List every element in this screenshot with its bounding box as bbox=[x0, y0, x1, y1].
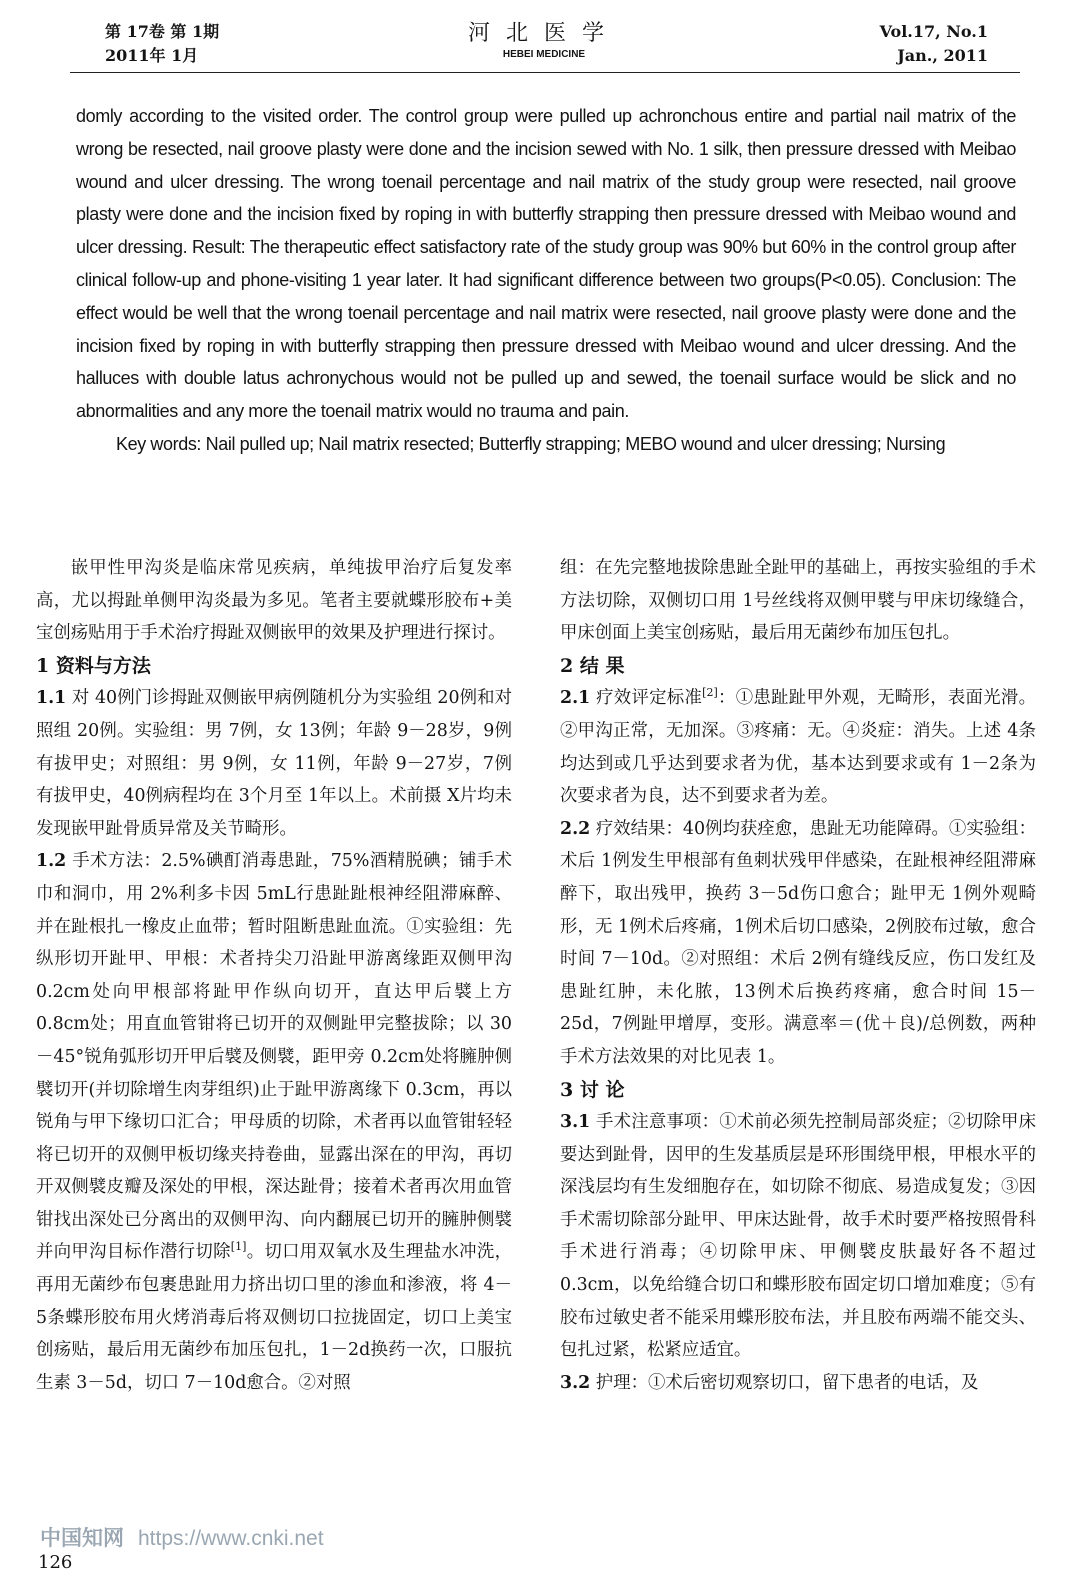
section-3-2 bbox=[560, 1367, 1036, 1400]
section-1-1-number: 1.1 bbox=[36, 688, 67, 709]
intro-paragraph: 嵌甲性甲沟炎是临床常见疾病，单纯拔甲治疗后复发率高，尤以拇趾单侧甲沟炎最为多见。笔者主要就蝶形胶布+美宝创疡贴用于手术治疗拇趾双侧嵌甲的效果及护理进行探讨。 bbox=[36, 558, 512, 644]
section-1-1 bbox=[36, 682, 512, 845]
journal-volume-info-en bbox=[880, 20, 988, 68]
section-1-2-number: 1.2 bbox=[36, 851, 67, 872]
volume-issue: 第 17卷 第 1期 bbox=[105, 22, 220, 41]
reference-1: [1] bbox=[230, 1240, 247, 1254]
watermark-url: https://www.cnki.net bbox=[138, 1527, 324, 1550]
section-2-2-text: 疗效结果：40例均获痊愈，患趾无功能障碍。①实验组：术后 1例发生甲根部有鱼刺状残甲伴感染，在趾根神经阻滞麻醉下，取出残甲，换药 3－5d伤口愈合；趾甲无 1例外观畸形，无 1例术后疼痛，1例术后切口感染，2例胶布过敏，愈合时间 7－10d。②对照组：术后 2例有缝线反应，伤口发红及患趾红肿，未化脓，13例术后换药疼痛，愈合时间 15－25d，7例趾甲增厚，变形。满意率＝(优＋良)/总例数，两种手术方法效果的对比见表 1。 bbox=[560, 818, 1036, 1067]
section-1-2 bbox=[36, 845, 512, 1399]
section-1-2-text: 手术方法：2.5%碘酊消毒患趾，75%酒精脱碘；铺手术巾和洞巾，用 2%利多卡因 5mL行患趾趾根神经阻滞麻醉、并在趾根扎一橡皮止血带；暂时阻断患趾血流。①实验组：先纵形切开趾甲、甲根：术者持尖刀沿趾甲游离缘距双侧甲沟 0.2cm处向甲根部将趾甲作纵向切开，直达甲后襞上方 0.8cm处；用直血管钳将已切开的双侧趾甲完整拔除；以 30－45°锐角弧形切开甲后襞及侧襞，距甲旁 0.2cm处将臃肿侧襞切开(并切除增生肉芽组织)止于趾甲游离缘下 0.3cm，再以锐角与甲下缘切口汇合；甲母质的切除，术者再以血管钳轻轻将已切开的双侧甲板切缘夹持卷曲，显露出深在的甲沟，再切开双侧襞皮瓣及深处的甲根，深达趾骨；接着术者再次用血管钳找出深处已分离出的双侧甲沟、向内翻展已切开的臃肿侧襞并向甲沟目标作潜行切除 bbox=[36, 851, 512, 1263]
left-column bbox=[36, 552, 512, 1399]
reference-2: [2] bbox=[702, 686, 718, 700]
section-3-heading: 3 讨 论 bbox=[560, 1078, 625, 1101]
english-abstract bbox=[76, 100, 1016, 461]
watermark-cn: 中国知网 bbox=[40, 1527, 124, 1550]
publication-date: 2011年 1月 bbox=[105, 46, 199, 65]
section-2-1-number: 2.1 bbox=[560, 688, 591, 709]
header-rule bbox=[70, 72, 1020, 73]
section-2-2-number: 2.2 bbox=[560, 818, 591, 839]
section-2-2 bbox=[560, 813, 1036, 1074]
journal-title: 河北医学 bbox=[467, 21, 620, 46]
control-group-paragraph: 组：在先完整地拔除患趾全趾甲的基础上，再按实验组的手术方法切除，双侧切口用 1号丝线将双侧甲襞与甲床切缘缝合，甲床创面上美宝创疡贴，最后用无菌纱布加压包扎。 bbox=[560, 558, 1036, 644]
section-2-1-text-cont: ：①患趾趾甲外观，无畸形，表面光滑。②甲沟正常，无加深。③疼痛：无。④炎症：消失。上述 4条均达到或几乎达到要求者为优，基本达到要求或有 1－2条为次要求者为良，达不到要求者为差。 bbox=[560, 688, 1036, 807]
volume-issue-en: Vol.17, No.1 bbox=[879, 22, 988, 41]
section-1-2-text-cont: 。切口用双氧水及生理盐水冲洗，再用无菌纱布包裹患趾用力挤出切口里的渗血和渗液，将 4－5条蝶形胶布用火烤消毒后将双侧切口拉拢固定，切口上美宝创疡贴，最后用无菌纱布加压包扎，1－2d换药一次，口服抗生素 3－5d，切口 7－10d愈合。②对照 bbox=[36, 1242, 512, 1393]
abstract-text: domly according to the visited order. The control group were pulled up achronchous entire and partial nail matrix of the wrong be resected, nail groove plasty were done and the incision sewed with No. 1 silk, then pressure dressed with Meibao wound and ulcer dressing. The wrong toenail percentage and nail matrix of the study group were resected, nail groove plasty were done and the incision fixed by roping in with butterfly strapping then pressure dressed with Meibao wound and ulcer dressing. Result: The therapeutic effect satisfactory rate of the study group was 90% but 60% in the control group after clinical follow-up and phone-visiting 1 year later. It had significant difference between two groups(P<0.05). Conclusion: The effect would be well that the wrong toenail percentage and nail matrix were resected, nail groove plasty were done and the incision fixed by roping in with butterfly strapping then pressure dressed with Meibao wound and ulcer dressing. And the halluces with double latus achronychous would not be pulled up and sewed, the toenail surface would be slick and no abnormalities and any more the toenail matrix would no trauma and pain. bbox=[76, 106, 1016, 422]
section-3-2-number: 3.2 bbox=[560, 1372, 591, 1393]
section-2-1 bbox=[560, 682, 1036, 812]
section-1-heading: 1 资料与方法 bbox=[36, 654, 151, 677]
right-column bbox=[560, 552, 1036, 1399]
section-2-1-text: 疗效评定标准 bbox=[596, 688, 703, 709]
section-3-1 bbox=[560, 1106, 1036, 1367]
cnki-watermark bbox=[40, 1522, 324, 1552]
section-1-1-text: 对 40例门诊拇趾双侧嵌甲病例随机分为实验组 20例和对照组 20例。实验组：男 7例，女 13例；年龄 9－28岁，9例有拔甲史；对照组：男 9例，女 11例，年龄 9－27岁，7例有拔甲史，40例病程均在 3个月至 1年以上。术前摄 X片均未发现嵌甲趾骨质异常及关节畸形。 bbox=[36, 688, 512, 839]
page-number: 126 bbox=[38, 1552, 73, 1573]
page-header bbox=[0, 20, 1088, 72]
section-3-1-number: 3.1 bbox=[560, 1112, 591, 1133]
section-3-2-text: 护理：①术后密切观察切口，留下患者的电话，及 bbox=[595, 1372, 979, 1393]
section-2-heading: 2 结 果 bbox=[560, 654, 625, 677]
keywords: Key words: Nail pulled up; Nail matrix resected; Butterfly strapping; MEBO wound and ulcer dressing; Nursing bbox=[116, 433, 946, 454]
publication-date-en: Jan., 2011 bbox=[897, 46, 988, 65]
journal-title-en: HEBEI MEDICINE bbox=[502, 49, 586, 60]
section-3-1-text: 手术注意事项：①术前必须先控制局部炎症；②切除甲床要达到趾骨，因甲的生发基质层是环形围绕甲根，甲根水平的深浅层均有生发细胞存在，如切除不彻底、易造成复发；③因手术需切除部分趾甲、甲床达趾骨，故手术时要严格按照骨科手术进行消毒；④切除甲床、甲侧襞皮肤最好各不超过 0.3cm，以免给缝合切口和蝶形胶布固定切口增加难度；⑤有胶布过敏史者不能采用蝶形胶布法，并且胶布两端不能交头、包扎过紧，松紧应适宜。 bbox=[560, 1112, 1036, 1361]
